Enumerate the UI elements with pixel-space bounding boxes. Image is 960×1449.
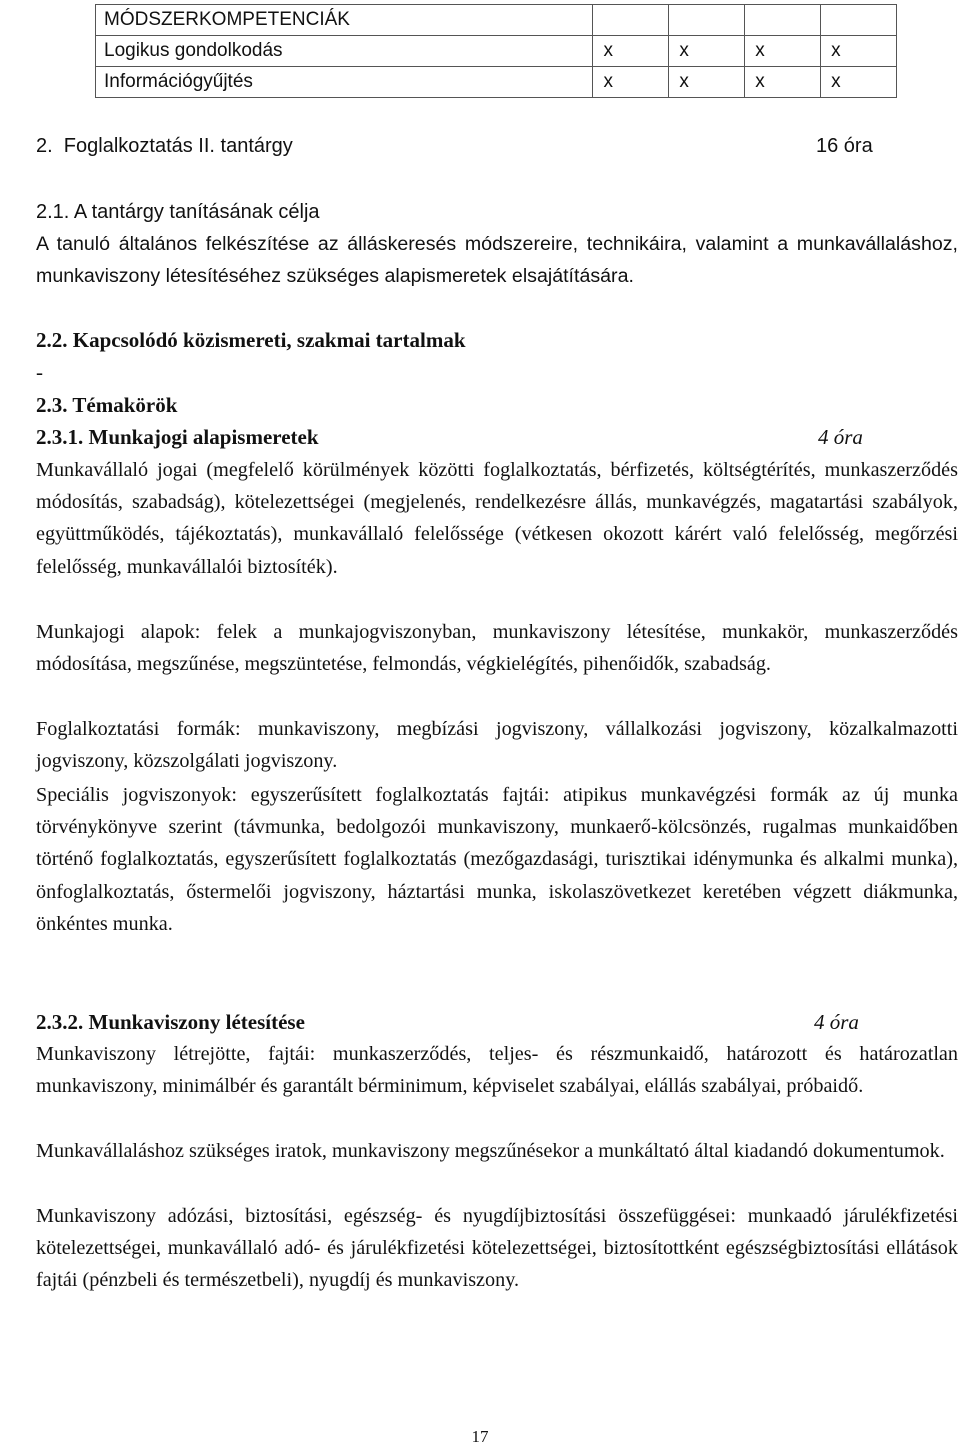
table-cell-mark: x [593, 36, 669, 67]
table-cell-label: MÓDSZERKOMPETENCIÁK [96, 5, 593, 36]
topic1-paragraph: Munkavállaló jogai (megfelelő körülmények közötti foglalkoztatás, bérfizetés, költségtérítés, munkaszerződés módosítás, szabadság), kötelezettségei (megjelenés, rendelkezésre állás, munkavégzés, magatartási szabályok, együttműködés, tájékoztatás), munkavállaló felelőssége (vétkesen okozott kárért való felelősség, megőrzési felelősség, munkavállalói biztosíték). [36, 459, 958, 578]
table-cell-mark [593, 5, 669, 36]
table-cell-mark [669, 5, 745, 36]
topic1-heading: 2.3.1. Munkajogi alapismeretek [36, 425, 319, 449]
topic2-paragraph: Munkaviszony létrejötte, fajtái: munkaszerződés, teljes- és részmunkaidő, határozott és határozatlan munkaviszony, minimálbér és garantált bérminimum, képviselet szabályai, elállás szabályai, próbaidő. [36, 1043, 958, 1098]
topics-heading: 2.3. Témakörök [36, 393, 178, 417]
goal-text: A tanuló általános felkészítése az álláskeresés módszereire, technikáira, valamint a munkavállaláshoz, munkaviszony létesítéséhez szükséges alapismeretek elsajátítására. [36, 233, 958, 288]
topic2-heading-line [36, 1006, 960, 1038]
table-cell-mark: x [593, 67, 669, 98]
related-heading: 2.2. Kapcsolódó közismereti, szakmai tartalmak [36, 328, 466, 352]
table-cell-mark [821, 5, 897, 36]
topic2-paragraph: Munkaviszony adózási, biztosítási, egészség- és nyugdíjbiztosítási összefüggései: munkaadó járulékfizetési kötelezettségei, munkavállaló adó- és járulékfizetési kötelezettségei, biztosítottként egészségbiztosítási ellátások fajtái (pénzbeli és természetbeli), nyugdíj és munkaviszony. [36, 1205, 958, 1292]
page-number: 17 [471, 1427, 489, 1446]
table-row [96, 36, 897, 67]
topic1-paragraph: Foglalkoztatási formák: munkaviszony, megbízási jogviszony, vállalkozási jogviszony, közalkalmazotti jogviszony, közszolgálati jogviszony. [36, 718, 958, 773]
topic1-heading-line [36, 421, 960, 453]
subject-heading: 2. Foglalkoztatás II. tantárgy [36, 135, 293, 157]
table-cell-mark: x [745, 67, 821, 98]
table-cell-mark: x [669, 36, 745, 67]
subject-hours: 16 óra [816, 135, 873, 157]
competence-table [95, 4, 897, 98]
table-cell-label: Információgyűjtés [96, 67, 593, 98]
topic1-hours: 4 óra [818, 425, 863, 449]
goal-heading: 2.1. A tantárgy tanításának célja [36, 201, 320, 223]
table-cell-mark: x [821, 36, 897, 67]
table-cell-mark [745, 5, 821, 36]
subject-heading-line [36, 130, 960, 162]
topic2-heading: 2.3.2. Munkaviszony létesítése [36, 1010, 305, 1034]
table-cell-mark: x [669, 67, 745, 98]
table-cell-label: Logikus gondolkodás [96, 36, 593, 67]
topic2-hours: 4 óra [814, 1010, 859, 1034]
table-cell-mark: x [821, 67, 897, 98]
topic2-paragraph: Munkavállaláshoz szükséges iratok, munkaviszony megszűnésekor a munkáltató által kiadandó dokumentumok. [36, 1140, 945, 1162]
topic1-paragraph: Speciális jogviszonyok: egyszerűsített foglalkoztatás fajtái: atipikus munkavégzési formák az új munka törvénykönyve szerint (távmunka, bedolgozói munkaviszony, munkaerő-kölcsönzés, rugalmas munkaidőben történő foglalkoztatás, egyszerűsített foglalkoztatás (mezőgazdasági, turisztikai idénymunka és alkalmi munka), önfoglalkoztatás, őstermelői jogviszony, háztartási munka, iskolaszövetkezet keretében végzett diákmunka, önkéntes munka. [36, 784, 958, 935]
table-cell-mark: x [745, 36, 821, 67]
related-content: - [36, 360, 43, 384]
topic1-paragraph: Munkajogi alapok: felek a munkajogviszonyban, munkaviszony létesítése, munkakör, munkaszerződés módosítása, megszűnése, megszüntetése, felmondás, végkielégítés, pihenőidők, szabadság. [36, 621, 958, 676]
table-row [96, 5, 897, 36]
table-row [96, 67, 897, 98]
